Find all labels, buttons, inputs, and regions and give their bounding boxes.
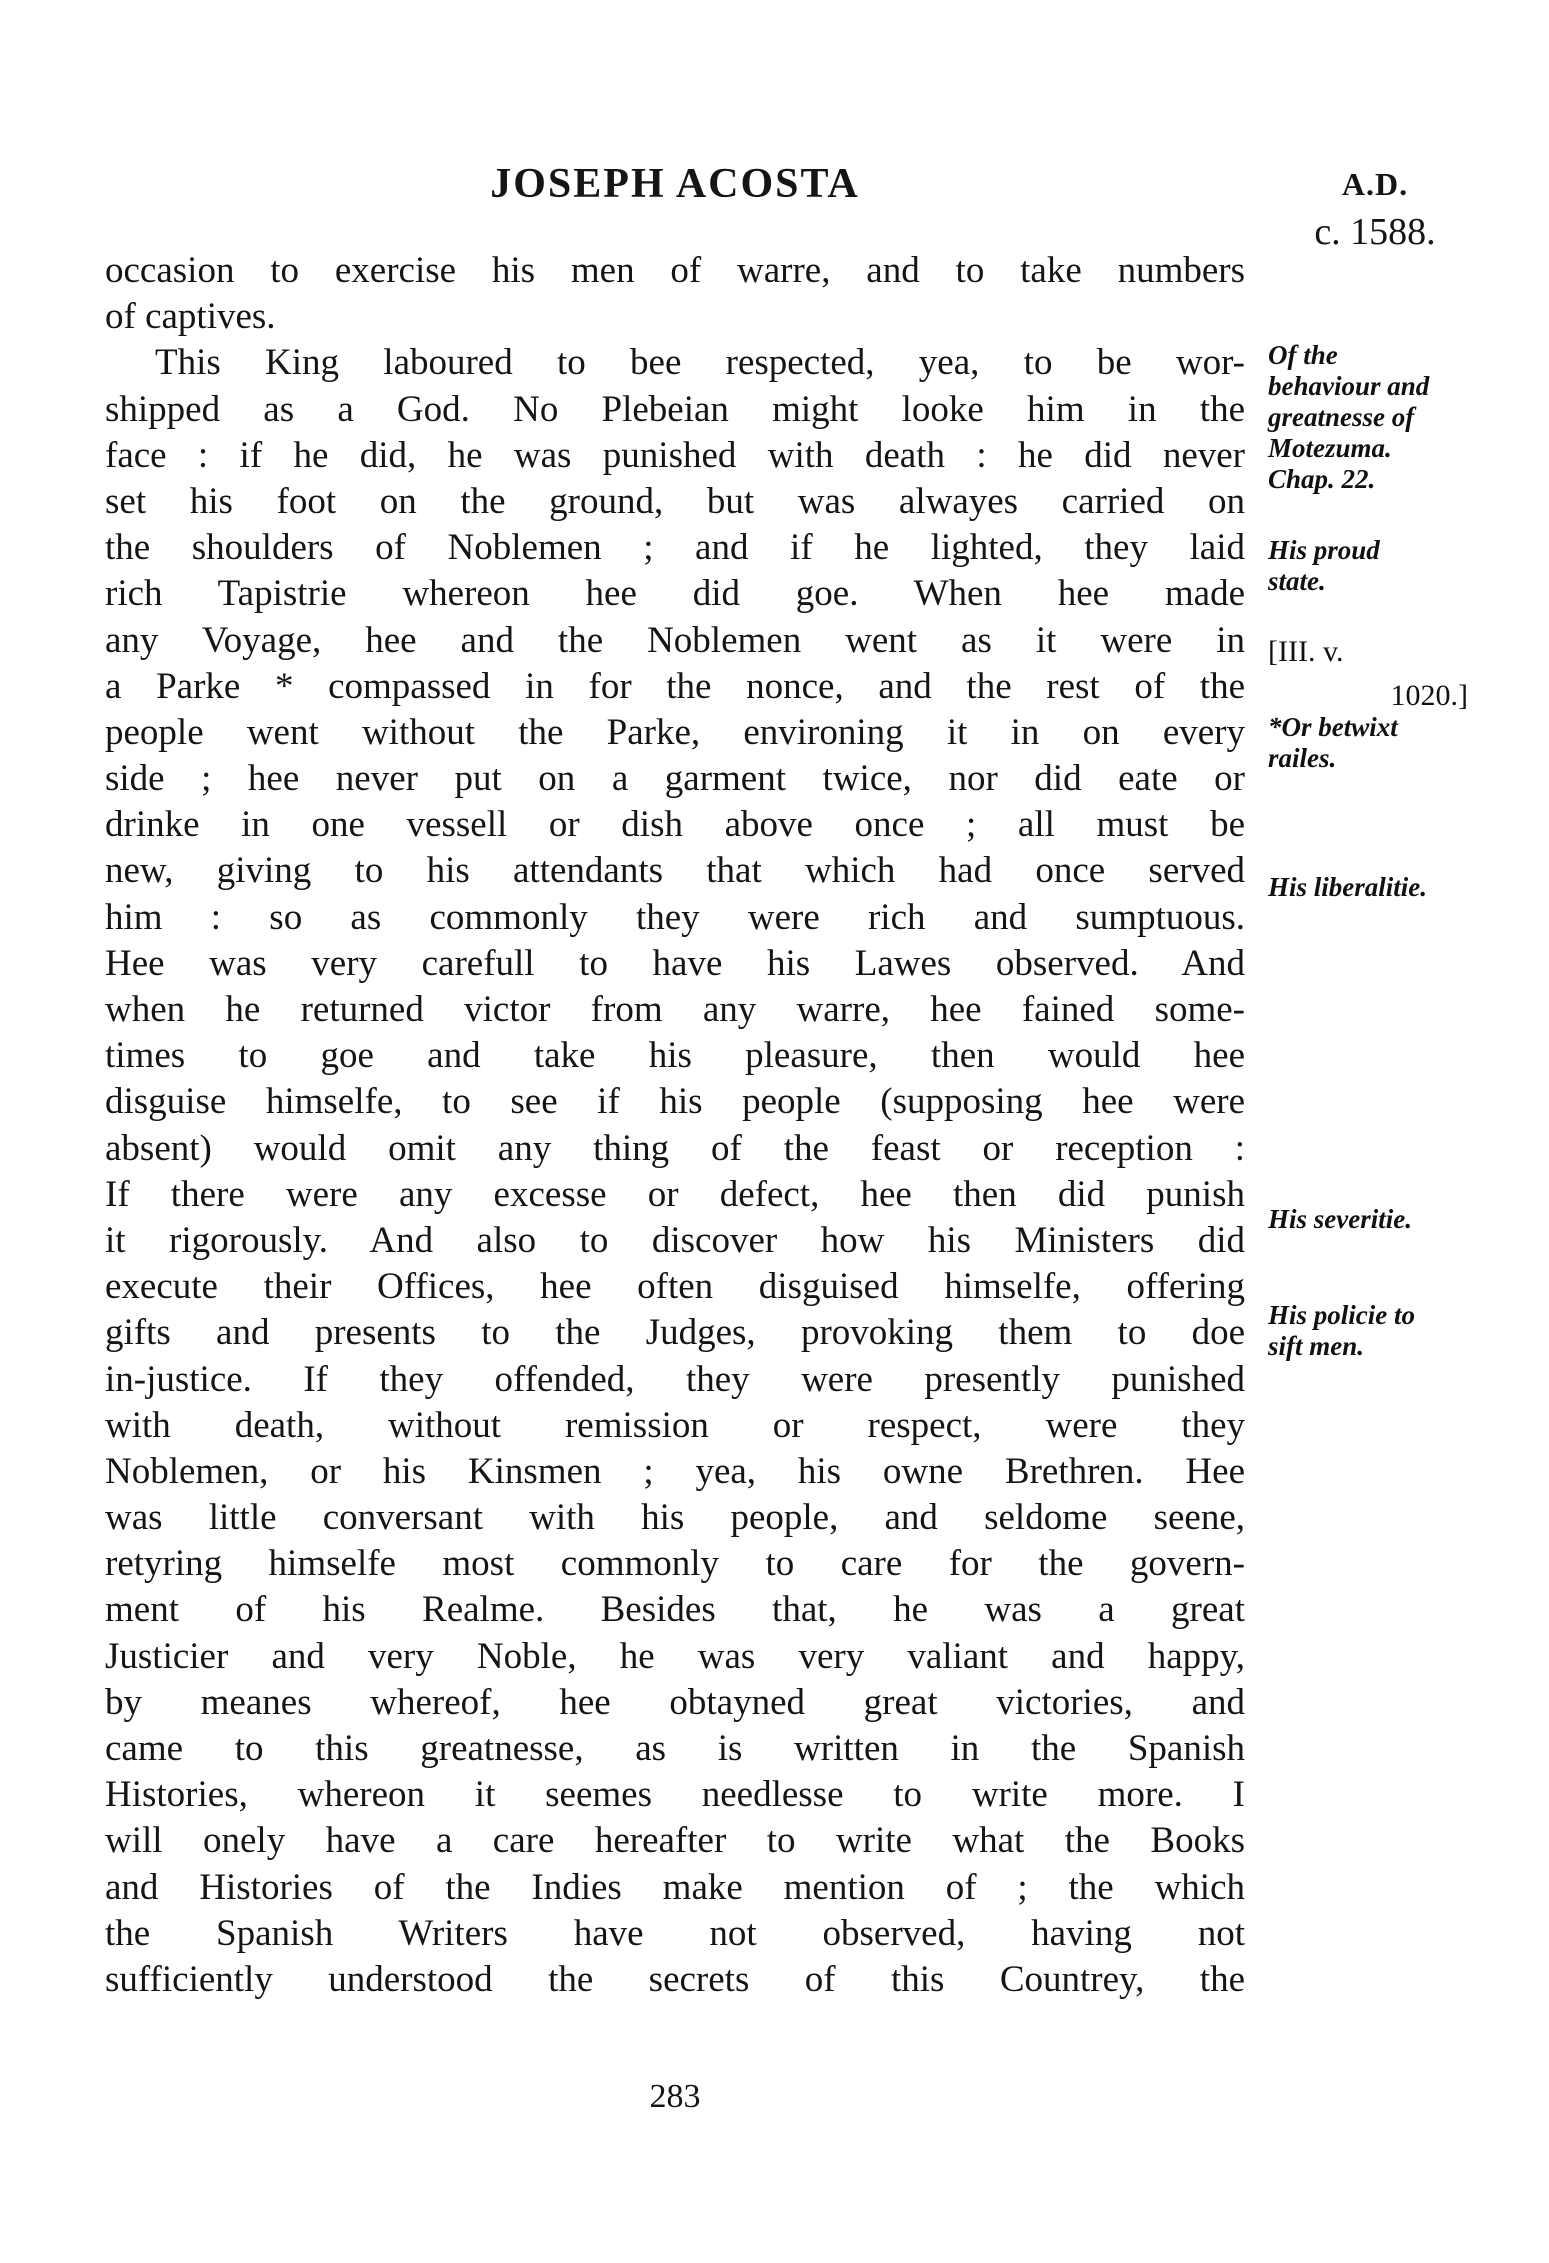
margin-note-footnote-betwixt [1268, 712, 1498, 774]
text-line: came to this greatnesse, as is written in the Spanish [105, 1728, 1245, 1769]
margin-note-severitie [1268, 1204, 1498, 1235]
text-line: Hee was very carefull to have his Lawes observed. And [105, 942, 1245, 984]
margin-note-proud-state [1268, 535, 1498, 597]
text-line: when he returned victor from any warre, hee fained some- [105, 989, 1245, 1030]
text-line: people went without the Parke, environing it in on every [105, 711, 1245, 753]
text-line: Noblemen, or his Kinsmen ; yea, his owne Brethren. Hee [105, 1450, 1245, 1492]
margin-note-line: behaviour and [1268, 371, 1430, 401]
margin-note-policie [1268, 1300, 1498, 1362]
margin-note-line: Chap. 22. [1268, 464, 1376, 494]
margin-note-line: His policie to [1268, 1300, 1415, 1330]
margin-note-line: sift men. [1268, 1331, 1365, 1361]
date-value: c. 1588. [1314, 211, 1436, 253]
text-line: Justicier and very Noble, he was very valiant and happy, [105, 1635, 1245, 1677]
margin-note-line: 1020.] [1390, 679, 1468, 712]
text-line: side ; hee never put on a garment twice, nor did eate or [105, 758, 1245, 800]
text-line: gifts and presents to the Judges, provoking them to doe [105, 1312, 1245, 1354]
text-line: by meanes whereof, hee obtayned great victories, and [105, 1681, 1245, 1723]
margin-note-line: [III. v. [1268, 635, 1344, 668]
text-line: of captives. [105, 296, 276, 338]
text-line: with death, without remission or respect, were they [105, 1404, 1245, 1446]
text-line: execute their Offices, hee often disguised himselfe, offering [105, 1266, 1245, 1308]
body-text [105, 248, 1245, 2003]
text-line: times to goe and take his pleasure, then would hee [105, 1035, 1245, 1077]
text-line: set his foot on the ground, but was alwayes carried on [105, 480, 1245, 522]
date-label: A.D. [1341, 166, 1409, 202]
margin-note-line: Motezuma. [1268, 433, 1392, 463]
text-line: in-justice. If they offended, they were presently punished [105, 1358, 1245, 1400]
margin-note-line: His severitie. [1268, 1204, 1412, 1234]
margin-note-line: His proud [1268, 535, 1380, 565]
text-line: any Voyage, hee and the Noblemen went as it were in [105, 619, 1245, 661]
text-line: shipped as a God. No Plebeian might looke him in the [105, 388, 1245, 430]
text-line: will onely have a care hereafter to write what the Books [105, 1820, 1245, 1862]
text-line: rich Tapistrie whereon hee did goe. When hee made [105, 573, 1245, 615]
margin-note-line: greatnesse of [1268, 402, 1415, 432]
text-line: drinke in one vessell or dish above once ; all must be [105, 804, 1245, 846]
text-line: retyring himselfe most commonly to care for the govern- [105, 1543, 1245, 1585]
margin-note-behaviour [1268, 340, 1498, 495]
date-block [1290, 160, 1460, 256]
text-line: absent) would omit any thing of the feast or reception : [105, 1127, 1245, 1169]
text-line: him : so as commonly they were rich and sumptuous. [105, 896, 1245, 938]
text-line: ment of his Realme. Besides that, he was a great [105, 1589, 1245, 1631]
text-line: This King laboured to bee respected, yea, to be wor- [155, 342, 1245, 384]
text-line: new, giving to his attendants that which had once served [105, 850, 1245, 892]
text-line: the shoulders of Noblemen ; and if he lighted, they laid [105, 527, 1245, 569]
margin-note-line: railes. [1268, 743, 1337, 773]
text-line: sufficiently understood the secrets of this Countrey, the [105, 1958, 1245, 2000]
page-number: 283 [649, 2078, 701, 2115]
margin-note-liberalitie [1268, 872, 1498, 903]
text-line: the Spanish Writers have not observed, having not [105, 1912, 1245, 1954]
text-line: disguise himselfe, to see if his people (supposing hee were [105, 1081, 1245, 1123]
margin-note-line: state. [1268, 566, 1326, 596]
text-line: a Parke * compassed in for the nonce, and the rest of the [105, 665, 1245, 707]
text-line: and Histories of the Indies make mention of ; the which [105, 1866, 1245, 1908]
margin-note-edition-reference [1268, 630, 1498, 718]
text-line: it rigorously. And also to discover how his Ministers did [105, 1219, 1245, 1261]
margin-note-line: His liberalitie. [1268, 872, 1427, 902]
text-line: was little conversant with his people, and seldome seene, [105, 1497, 1245, 1539]
text-line: face : if he did, he was punished with death : he did never [105, 434, 1245, 476]
text-line: occasion to exercise his men of warre, and to take numbers [105, 250, 1245, 291]
margin-note-line: Of the [1268, 340, 1338, 370]
text-line: Histories, whereon it seemes needlesse to write more. I [105, 1774, 1245, 1816]
text-line: If there were any excesse or defect, hee then did punish [105, 1173, 1245, 1215]
running-head-title: JOSEPH ACOSTA [490, 161, 860, 207]
margin-note-line: *Or betwixt [1268, 712, 1398, 742]
